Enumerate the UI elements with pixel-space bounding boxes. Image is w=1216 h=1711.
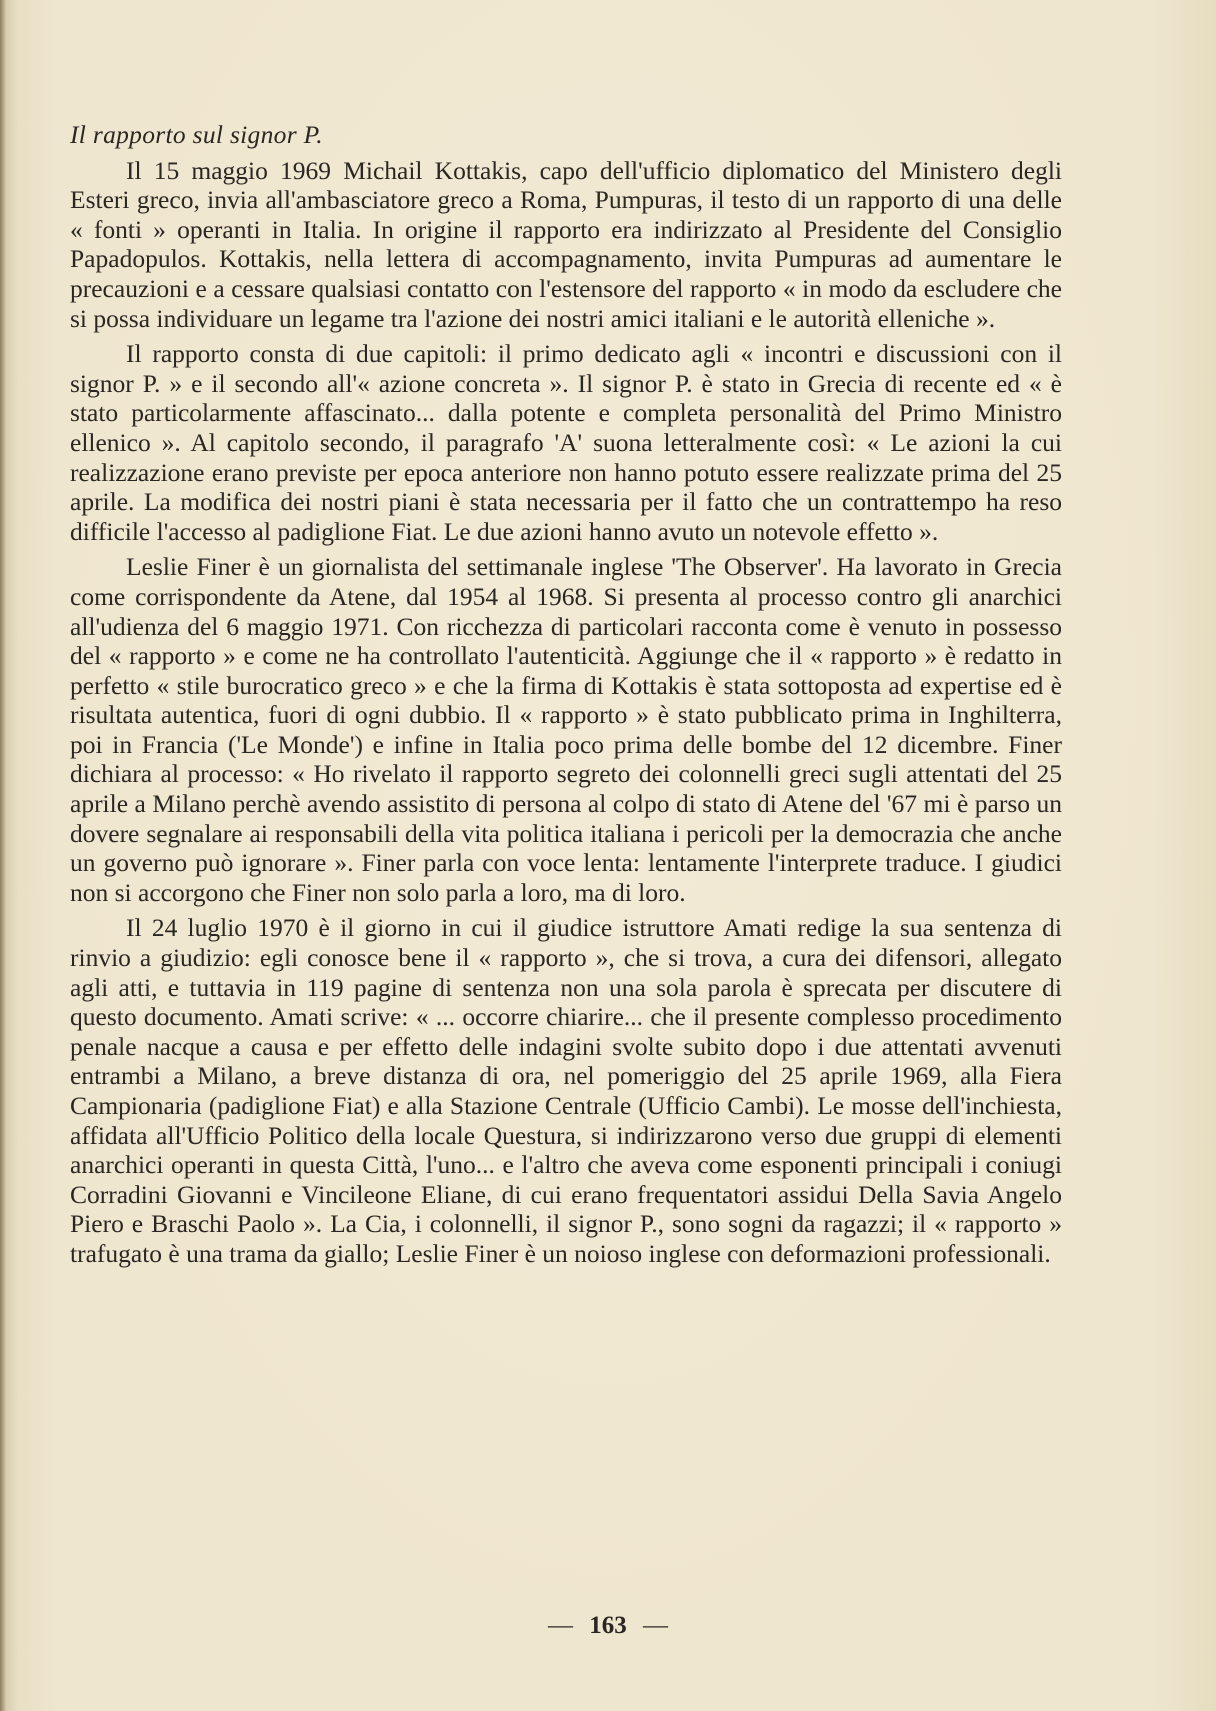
footer-dash-left: —	[548, 1612, 573, 1639]
paragraph-4: Il 24 luglio 1970 è il giorno in cui il giudice istruttore Amati redige la sua sentenza di rinvio a giudizio: egli conosce bene il « rapporto », che si trova, a cura dei difensori, allegato agli atti, e tuttavia in 119 pagine di sentenza non una sola parola è sprecata per discutere di questo documento. Amati scrive: « ... occorre chiarire... che il presente complesso procedimento penale nacque a causa e per effetto delle indagini svolte subito dopo i due attentati avvenuti entrambi a Milano, a breve distanza di ora, nel pomeriggio del 25 aprile 1969, alla Fiera Campionaria (padiglione Fiat) e alla Stazione Centrale (Ufficio Cambi). Le mosse dell'inchiesta, affidata all'Ufficio Politico della locale Questura, si indirizzarono verso due gruppi di elementi anarchici operanti in questa Città, l'uno... e l'altro che aveva come esponenti principali i coniugi Corradini Giovanni e Vincileone Eliane, di cui erano frequentatori assidui Della Savia Angelo Piero e Braschi Paolo ». La Cia, i colonnelli, il signor P., sono sogni da ragazzi; il « rapporto » trafugato è una trama da giallo; Leslie Finer è un noioso inglese con deformazioni professionali.	[70, 913, 1062, 1268]
paragraph-2: Il rapporto consta di due capitoli: il primo dedicato agli « incontri e discussioni con il signor P. » e il secondo all'« azione concreta ». Il signor P. è stato in Grecia di recente ed « è stato particolarmente affascinato... dalla potente e completa personalità del Primo Ministro ellenico ». Al capitolo secondo, il paragrafo 'A' suona letteralmente così: « Le azioni la cui realizzazione erano previste per epoca anteriore non hanno potuto essere realizzate prima del 25 aprile. La modifica dei nostri piani è stata necessaria per il fatto che un contrattempo ha reso difficile l'accesso al padiglione Fiat. Le due azioni hanno avuto un notevole effetto ».	[70, 339, 1062, 546]
paragraph-1: Il 15 maggio 1969 Michail Kottakis, capo dell'ufficio diplomatico del Ministero degli Esteri greco, invia all'ambasciatore greco a Roma, Pumpuras, il testo di un rapporto di una delle « fonti » operanti in Italia. In origine il rapporto era indirizzato al Presidente del Consiglio Papadopulos. Kottakis, nella lettera di accompagnamento, invita Pumpuras ad aumentare le precauzioni e a cessare qualsiasi contatto con l'estensore del rapporto « in modo da escludere che si possa individuare un legame tra l'azione dei nostri amici italiani e le autorità elleniche ».	[70, 155, 1062, 333]
page-number: 163	[589, 1612, 627, 1639]
page-body	[70, 120, 1062, 1275]
page-footer	[0, 1612, 1216, 1640]
page-binding-shadow	[0, 0, 6, 1711]
footer-dash-right: —	[643, 1612, 668, 1639]
section-title: Il rapporto sul signor P.	[70, 120, 323, 149]
paragraph-3: Leslie Finer è un giornalista del settimanale inglese 'The Observer'. Ha lavorato in Grecia come corrispondente da Atene, dal 1954 al 1968. Si presenta al processo contro gli anarchici all'udienza del 6 maggio 1971. Con ricchezza di particolari racconta come è venuto in possesso del « rapporto » e come ne ha controllato l'autenticità. Aggiunge che il « rapporto » è redatto in perfetto « stile burocratico greco » e che la firma di Kottakis è stata sottoposta ad expertise ed è risultata autentica, fuori di ogni dubbio. Il « rapporto » è stato pubblicato prima in Inghilterra, poi in Francia ('Le Monde') e infine in Italia poco prima delle bombe del 12 dicembre. Finer dichiara al processo: « Ho rivelato il rapporto segreto dei colonnelli greci sugli attentati del 25 aprile a Milano perchè avendo assistito di persona al colpo di stato di Atene del '67 mi è parso un dovere segnalare ai responsabili della vita politica italiana i pericoli per la democrazia che anche un governo può ignorare ». Finer parla con voce lenta: lentamente l'interprete traduce. I giudici non si accorgono che Finer non solo parla a loro, ma di loro.	[70, 552, 1062, 907]
